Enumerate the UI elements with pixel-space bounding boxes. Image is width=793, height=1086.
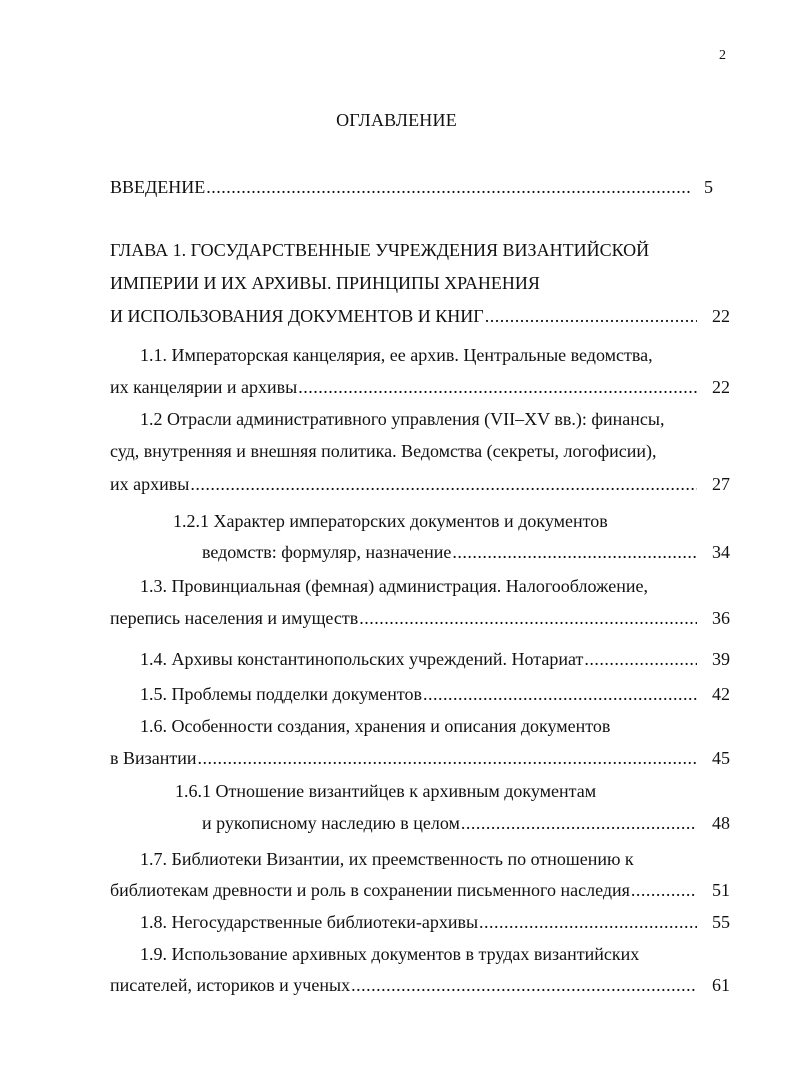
toc-page-number: 51 [712, 880, 730, 900]
toc-section-1-9 [110, 975, 730, 996]
toc-chapter-1-line1: ГЛАВА 1. ГОСУДАРСТВЕННЫЕ УЧРЕЖДЕНИЯ ВИЗАНТИЙСКОЙ [110, 240, 650, 260]
toc-entry-title: 1.8. Негосударственные библиотеки-архивы [140, 912, 479, 932]
toc-entry-intro [110, 177, 730, 198]
toc-section-1-7 [110, 880, 730, 901]
leader-dots [452, 542, 697, 563]
toc-section-1-2 [110, 474, 730, 495]
toc-section-1-3 [110, 608, 730, 629]
toc-page-number: 36 [712, 608, 730, 628]
toc-section-1-2-line1: 1.2 Отрасли административного управления (VII–XV вв.): финансы, [140, 409, 665, 429]
toc-page-number: 22 [712, 306, 730, 326]
toc-section-1-1 [110, 377, 730, 398]
toc-chapter-1-line2: ИМПЕРИИ И ИХ АРХИВЫ. ПРИНЦИПЫ ХРАНЕНИЯ [110, 273, 540, 293]
toc-page-number: 39 [712, 649, 730, 669]
toc-entry-title: их канцелярии и архивы [110, 377, 298, 397]
leader-dots [206, 177, 691, 198]
toc-entry-title: перепись населения и имуществ [110, 608, 359, 628]
page-title: ОГЛАВЛЕНИЕ [336, 110, 457, 130]
page-number: 2 [719, 48, 726, 63]
toc-entry-title: писателей, историков и ученых [110, 975, 351, 995]
toc-page-number: 48 [712, 813, 730, 833]
toc-section-1-2-line2: суд, внутренняя и внешняя политика. Ведомства (секреты, логофисии), [110, 441, 657, 461]
toc-page-number: 27 [712, 474, 730, 494]
toc-page-number: 5 [704, 177, 713, 197]
toc-page-number: 42 [712, 684, 730, 704]
toc-section-1-6 [110, 748, 730, 769]
leader-dots [485, 306, 697, 327]
toc-entry-title: 1.4. Архивы константинопольских учреждений. Нотариат [140, 649, 584, 669]
leader-dots [461, 813, 697, 834]
toc-section-1-8 [140, 912, 730, 933]
toc-section-1-4 [140, 649, 730, 670]
toc-section-1-2-1 [202, 542, 730, 563]
leader-dots [584, 649, 697, 670]
toc-entry-title: библиотекам древности и роль в сохранении письменного наследия [110, 880, 630, 900]
leader-dots [190, 474, 697, 495]
toc-page-number: 61 [712, 975, 730, 995]
toc-entry-title: и рукописному наследию в целом [202, 813, 460, 833]
toc-page-number: 55 [712, 912, 730, 932]
toc-section-1-6-1 [202, 813, 730, 834]
leader-dots [423, 684, 697, 705]
toc-entry-title: в Византии [110, 748, 197, 768]
toc-section-1-5 [140, 684, 730, 705]
toc-page-number: 34 [712, 542, 730, 562]
toc-section-1-6-line1: 1.6. Особенности создания, хранения и описания документов [140, 716, 611, 736]
leader-dots [298, 377, 697, 398]
toc-section-1-1-line1: 1.1. Императорская канцелярия, ее архив. Центральные ведомства, [140, 345, 653, 365]
leader-dots [198, 748, 697, 769]
toc-section-1-6-1-line1: 1.6.1 Отношение византийцев к архивным документам [175, 781, 597, 801]
toc-section-1-3-line1: 1.3. Провинциальная (фемная) администрация. Налогообложение, [140, 576, 648, 596]
toc-entry-title: ведомств: формуляр, назначение [202, 542, 452, 562]
leader-dots [631, 880, 697, 901]
toc-entry-title: их архивы [110, 474, 190, 494]
toc-page-number: 45 [712, 748, 730, 768]
toc-entry-title: ВВЕДЕНИЕ [110, 177, 206, 197]
toc-entry-title: И ИСПОЛЬЗОВАНИЯ ДОКУМЕНТОВ И КНИГ [110, 306, 484, 326]
toc-entry-title: 1.5. Проблемы подделки документов [140, 684, 422, 704]
leader-dots [351, 975, 697, 996]
leader-dots [479, 912, 697, 933]
leader-dots [359, 608, 697, 629]
toc-chapter-1 [110, 306, 730, 327]
toc-section-1-9-line1: 1.9. Использование архивных документов в трудах византийских [140, 944, 640, 964]
toc-page-number: 22 [712, 377, 730, 397]
toc-section-1-2-1-line1: 1.2.1 Характер императорских документов и документов [173, 511, 608, 531]
toc-section-1-7-line1: 1.7. Библиотеки Византии, их преемственность по отношению к [140, 849, 634, 869]
